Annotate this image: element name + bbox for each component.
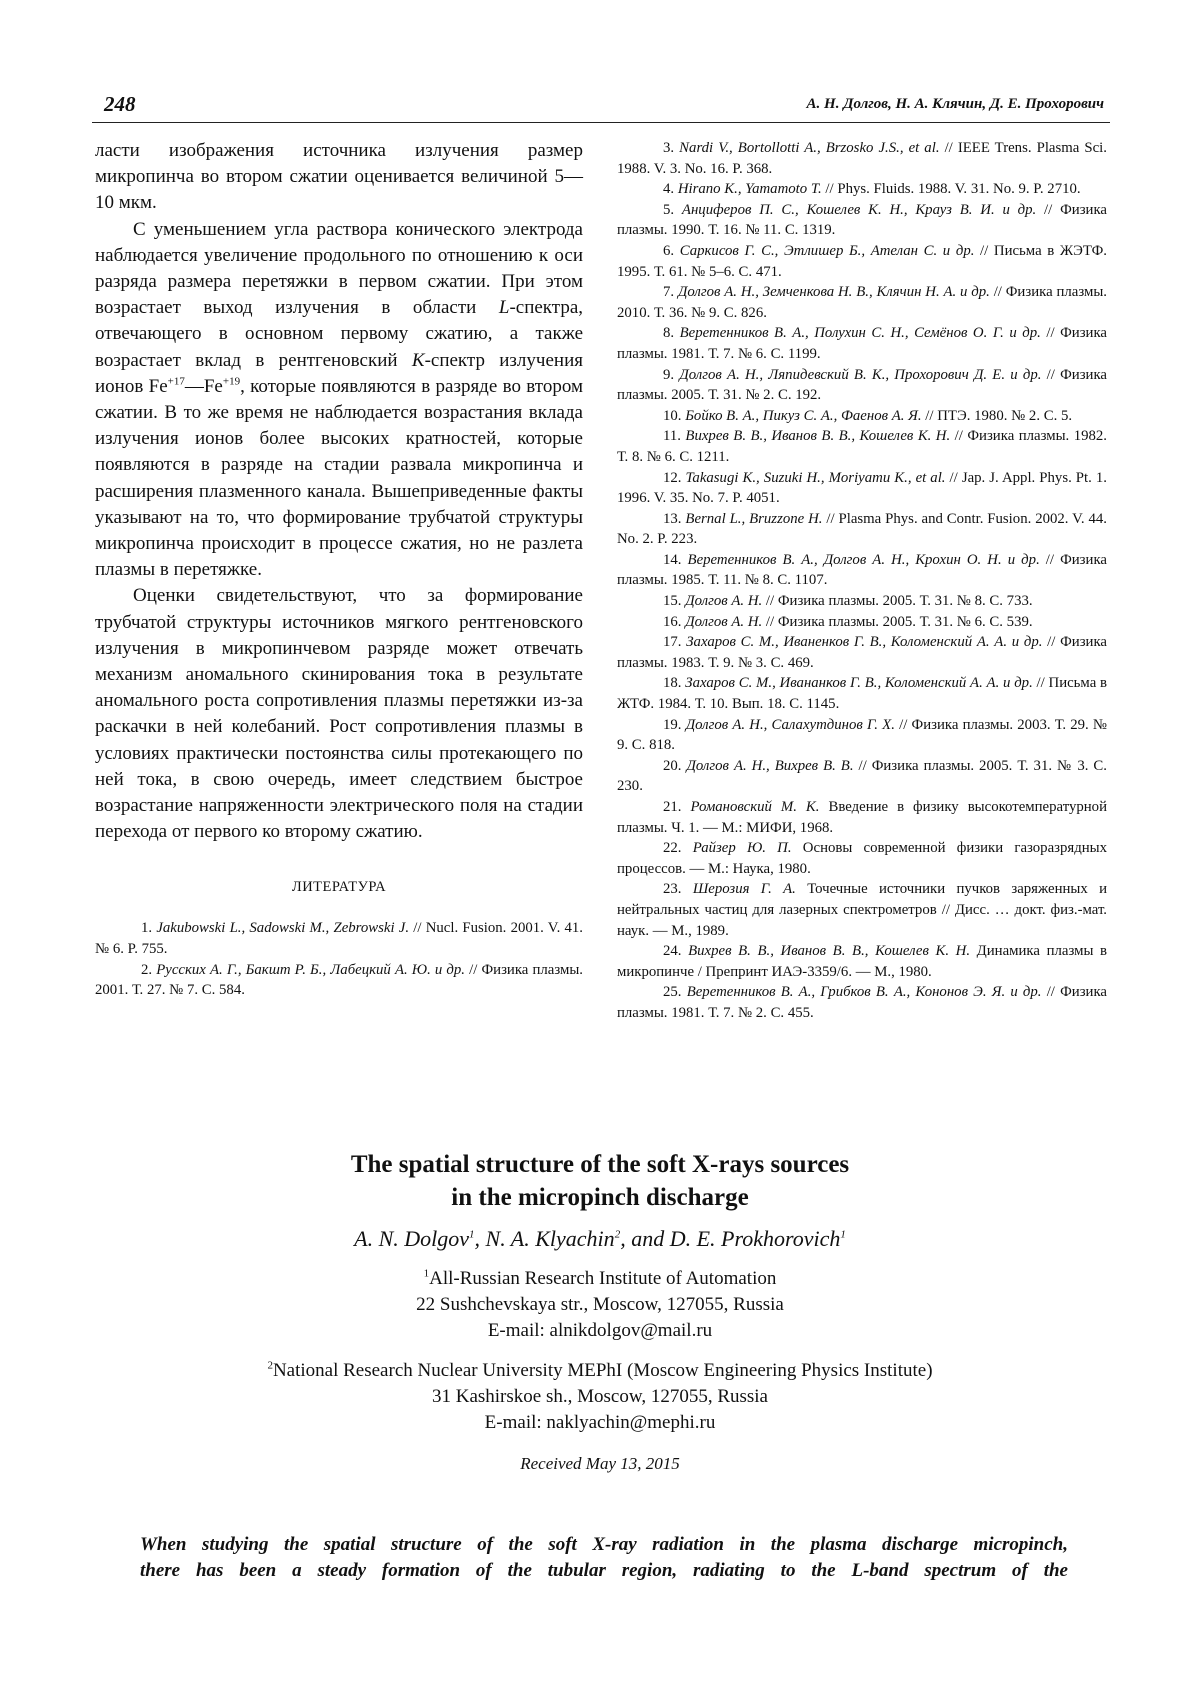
reference-details: // Физика плазмы. 2005. Т. 31. № 2. С. 192. bbox=[617, 366, 1108, 404]
reference-item bbox=[617, 756, 1107, 797]
reference-authors: Веретенников В. А., Долгов А. Н., Крохин О. Н. и др. bbox=[687, 551, 1040, 568]
reference-details: Введение в физику высокотемпературной плазмы. Ч. 1. — М.: МИФИ, 1968. bbox=[617, 799, 1108, 836]
reference-item bbox=[617, 426, 1107, 467]
para2-text-b: -спектра, отвечающего в основном первому сжатию, а также возрастает вклад в рентгеновский bbox=[95, 297, 583, 371]
reference-details: // ПТЭ. 1980. № 2. С. 5. bbox=[921, 407, 1073, 424]
reference-number: 1. bbox=[141, 920, 153, 937]
reference-number: 10. bbox=[663, 407, 682, 424]
reference-details: // IEEE Trens. Plasma Sci. 1988. V. 3. No. 16. P. 368. bbox=[617, 140, 1107, 177]
header-rule bbox=[92, 122, 1110, 123]
reference-authors: Бойко В. А., Пикуз С. А., Фаенов А. Я. bbox=[685, 407, 922, 424]
reference-authors: Вихрев В. В., Иванов В. В., Кошелев К. Н. bbox=[685, 428, 951, 445]
reference-number: 22. bbox=[663, 840, 682, 857]
reference-authors: Веретенников В. А., Грибков В. А., Кононов Э. Я. и др. bbox=[686, 984, 1042, 1001]
reference-details: // Физика плазмы. 2010. Т. 36. № 9. С. 826. bbox=[617, 284, 1107, 321]
affiliation-1-mark: 1 bbox=[423, 1267, 430, 1280]
reference-item bbox=[617, 715, 1107, 756]
reference-authors: Nardi V., Bortollotti A., Brzosko J.S., et al. bbox=[679, 140, 940, 156]
reference-number: 2. bbox=[141, 961, 153, 978]
abstract-line-2: there has been a steady formation of the tubular region, radiating to the L-band spectrum of the bbox=[140, 1560, 1068, 1581]
affiliation-2-mark: 2 bbox=[267, 1359, 273, 1372]
reference-authors: Романовский М. К. bbox=[690, 799, 820, 815]
affiliation-1-address: 22 Sushchevskaya str., Moscow, 127055, Russia bbox=[416, 1294, 784, 1315]
affiliation-1-email: E-mail: alnikdolgov@mail.ru bbox=[487, 1320, 713, 1341]
reference-number: 20. bbox=[663, 757, 682, 774]
reference-item bbox=[617, 509, 1107, 550]
reference-authors: Takasugi K., Suzuki H., Moriyamu K., et al. bbox=[685, 469, 946, 486]
reference-authors: Долгов А. Н., Земченкова Н. В., Клячин Н. А. и др. bbox=[677, 284, 990, 301]
reference-number: 5. bbox=[663, 201, 675, 218]
reference-item bbox=[617, 241, 1107, 282]
reference-authors: Русских А. Г., Бакшт Р. Б., Лабецкий А. Ю. и др. bbox=[156, 961, 465, 978]
reference-item bbox=[617, 591, 1107, 612]
reference-number: 23. bbox=[663, 881, 682, 898]
affiliation-1-name: All-Russian Research Institute of Automation bbox=[429, 1268, 777, 1289]
author-2-affiliation-mark: 2 bbox=[614, 1228, 621, 1241]
reference-item bbox=[617, 468, 1107, 509]
para2-l-symbol: L bbox=[498, 297, 510, 319]
para2-text-d: —Fe bbox=[184, 375, 223, 397]
reference-number: 18. bbox=[663, 675, 682, 692]
reference-item bbox=[617, 550, 1107, 591]
reference-details: // Физика плазмы. 2003. Т. 29. № 9. С. 818. bbox=[617, 716, 1107, 754]
para2-text-e: , которые появляются в разряде во втором сжатии. В то же время не наблюдается возрастания вклада излучения ионов более высоких кратностей, которые появляются в разряде на стадии развала микропинча и расширения плазменного канала. Вышеприведенные факты указывают на то, что формирование трубчатой структуры микропинча происходит в процессе сжатия, но не разлета плазмы в перетяжке. bbox=[95, 375, 583, 581]
reference-details: // Физика плазмы. 2005. Т. 31. № 6. С. 539. bbox=[762, 613, 1033, 630]
author-3: , and D. E. Prokhorovich bbox=[620, 1226, 841, 1251]
para2-superscript-2: +19 bbox=[222, 375, 241, 388]
body-paragraph-2 bbox=[95, 217, 583, 584]
reference-details: // Физика плазмы. 2005. Т. 31. № 8. С. 733. bbox=[762, 593, 1033, 610]
reference-item bbox=[617, 941, 1107, 982]
author-1-affiliation-mark: 1 bbox=[469, 1228, 475, 1241]
left-column bbox=[95, 138, 583, 1001]
reference-details: Динамика плазмы в микропинче / Препринт ИАЭ-3359/6. — М., 1980. bbox=[617, 943, 1107, 980]
reference-number: 15. bbox=[663, 593, 682, 610]
reference-details: // Физика плазмы. 1981. Т. 7. № 2. С. 455. bbox=[617, 984, 1108, 1021]
reference-details: // Физика плазмы. 1983. Т. 9. № 3. С. 469. bbox=[617, 634, 1107, 671]
reference-details: // Plasma Phys. and Contr. Fusion. 2002. V. 44. No. 2. P. 223. bbox=[617, 510, 1107, 548]
reference-list-left bbox=[95, 918, 583, 1000]
body-paragraph-1: ласти изображения источника излучения размер микропинча во втором сжатии оценивается величиной 5—10 мкм. bbox=[95, 140, 583, 214]
reference-item bbox=[617, 200, 1107, 241]
reference-authors: Hirano K., Yamamoto T. bbox=[677, 181, 822, 198]
reference-details: // Физика плазмы. 1990. Т. 16. № 11. С. 1319. bbox=[617, 201, 1107, 239]
reference-details: // Nucl. Fusion. 2001. V. 41. № 6. P. 755. bbox=[95, 920, 583, 958]
reference-item bbox=[617, 365, 1107, 406]
reference-authors: Шерозия Г. А. bbox=[692, 881, 796, 898]
reference-authors: Саркисов Г. С., Этлишер Б., Ателан С. и др. bbox=[679, 242, 975, 259]
author-2: , N. A. Klyachin bbox=[474, 1226, 615, 1251]
reference-authors: Захаров С. М., Ивананков Г. В., Коломенский А. А. и др. bbox=[685, 675, 1033, 692]
reference-authors: Долгов А. Н. bbox=[685, 613, 763, 630]
reference-item bbox=[617, 632, 1107, 673]
reference-number: 7. bbox=[663, 284, 675, 301]
reference-authors: Анциферов П. С., Кошелев К. Н., Крауз В. И. и др. bbox=[681, 201, 1037, 218]
reference-item bbox=[617, 138, 1107, 179]
affiliation-2-name: National Research Nuclear University MEPhI (Moscow Engineering Physics Institute) bbox=[272, 1360, 933, 1381]
reference-item bbox=[617, 673, 1107, 714]
reference-authors: Долгов А. Н., Ляпидевский В. К., Прохорович Д. Е. и др. bbox=[679, 366, 1042, 383]
reference-details: // Физика плазмы. 1981. Т. 7. № 6. С. 1199. bbox=[617, 325, 1107, 362]
running-head: А. Н. Долгов, Н. А. Клячин, Д. Е. Прохорович bbox=[806, 96, 1104, 112]
reference-item bbox=[95, 918, 583, 959]
reference-authors: Bernal L., Bruzzone H. bbox=[685, 510, 823, 527]
page-header bbox=[104, 92, 1104, 120]
english-title bbox=[0, 1148, 1200, 1214]
reference-details: Точечные источники пучков заряженных и нейтральных частиц для лазерных спектрометров // Дисс. … докт. физ.-мат. наук. — М., 1989. bbox=[617, 881, 1107, 939]
english-title-line-1: The spatial structure of the soft X-rays sources bbox=[350, 1151, 850, 1178]
reference-number: 19. bbox=[663, 716, 682, 733]
reference-authors: Захаров С. М., Иваненков Г. В., Коломенский А. А. и др. bbox=[686, 634, 1043, 651]
author-1: A. N. Dolgov bbox=[354, 1226, 470, 1251]
reference-authors: Долгов А. Н. bbox=[685, 593, 763, 610]
reference-number: 6. bbox=[663, 242, 675, 259]
reference-number: 12. bbox=[663, 469, 682, 486]
page-number: 248 bbox=[104, 92, 136, 116]
reference-authors: Долгов А. Н., Салахутдинов Г. Х. bbox=[685, 716, 895, 733]
body-paragraph-3: Оценки свидетельствуют, что за формирование трубчатой структуры источников мягкого рентгеновского излучения в микропинчевом разряде может отвечать механизм аномального скинирования тока в результате аномального роста сопротивления плазмы перетяжки из-за раскачки в ней колебаний. Рост сопротивления плазмы в условиях практически постоянства силы протекающего по ней тока, в свою очередь, имеет следствием быстрое возрастание напряженности электрического поля на стадии перехода от первого ко второму сжатию. bbox=[95, 585, 583, 843]
reference-number: 9. bbox=[663, 366, 675, 383]
reference-number: 4. bbox=[663, 181, 675, 198]
received-date: Received May 13, 2015 bbox=[520, 1454, 680, 1473]
reference-item bbox=[617, 982, 1107, 1023]
reference-item bbox=[617, 879, 1107, 941]
english-abstract-block bbox=[0, 1148, 1200, 1476]
reference-list-right bbox=[617, 138, 1107, 1024]
reference-details: // Физика плазмы. 2001. Т. 27. № 7. С. 584. bbox=[95, 961, 583, 999]
reference-item bbox=[617, 282, 1107, 323]
affiliation-2 bbox=[0, 1358, 1200, 1436]
para2-text-c: -спектр излучения ионов Fe bbox=[95, 349, 583, 397]
para2-k-symbol: K bbox=[411, 349, 425, 371]
reference-number: 11. bbox=[663, 428, 681, 445]
reference-authors: Веретенников В. А., Полухин С. Н., Семёнов О. Г. и др. bbox=[679, 325, 1041, 342]
reference-number: 3. bbox=[663, 140, 675, 156]
reference-details: // Письма в ЖТФ. 1984. Т. 10. Вып. 18. С. 1145. bbox=[617, 675, 1108, 713]
reference-number: 24. bbox=[663, 943, 682, 960]
reference-item bbox=[617, 612, 1107, 633]
author-3-affiliation-mark: 1 bbox=[840, 1228, 846, 1241]
affiliation-1 bbox=[0, 1266, 1200, 1344]
reference-details: // Jap. J. Appl. Phys. Pt. 1. 1996. V. 35. No. 7. P. 4051. bbox=[617, 469, 1107, 507]
literature-heading: ЛИТЕРАТУРА bbox=[291, 879, 387, 896]
reference-authors: Jakubowski L., Sadowski M., Zebrowski J. bbox=[156, 920, 410, 937]
reference-item bbox=[617, 838, 1107, 879]
right-column bbox=[617, 138, 1107, 1024]
reference-item bbox=[617, 323, 1107, 364]
reference-item bbox=[95, 960, 583, 1001]
abstract-line-1: When studying the spatial structure of the soft X-ray radiation in the plasma discharge micropinch, bbox=[140, 1534, 1068, 1555]
para2-superscript-1: +17 bbox=[167, 375, 185, 388]
affiliation-2-email: E-mail: naklyachin@mephi.ru bbox=[484, 1412, 716, 1433]
reference-number: 8. bbox=[663, 325, 675, 342]
reference-details: Основы современной физики газоразрядных процессов. — М.: Наука, 1980. bbox=[617, 840, 1107, 877]
reference-item bbox=[617, 406, 1107, 427]
reference-details: // Физика плазмы. 2005. Т. 31. № 3. С. 230. bbox=[617, 757, 1108, 795]
reference-item bbox=[617, 179, 1107, 200]
english-authors bbox=[0, 1224, 1200, 1254]
english-abstract bbox=[140, 1532, 1068, 1584]
reference-number: 14. bbox=[663, 551, 682, 568]
reference-details: // Физика плазмы. 1982. Т. 8. № 6. С. 1211. bbox=[617, 428, 1107, 465]
reference-details: // Физика плазмы. 1985. Т. 11. № 8. С. 1107. bbox=[617, 551, 1107, 589]
reference-details: // Письма в ЖЭТФ. 1995. Т. 61. № 5–6. С. 471. bbox=[617, 242, 1107, 280]
reference-number: 21. bbox=[663, 799, 682, 815]
affiliation-2-address: 31 Kashirskoe sh., Moscow, 127055, Russia bbox=[431, 1386, 768, 1407]
reference-authors: Долгов А. Н., Вихрев В. В. bbox=[686, 757, 854, 774]
reference-number: 17. bbox=[663, 634, 682, 651]
reference-number: 16. bbox=[663, 613, 682, 630]
reference-authors: Вихрев В. В., Иванов В. В., Кошелев К. Н. bbox=[688, 943, 971, 960]
reference-authors: Райзер Ю. П. bbox=[692, 840, 792, 857]
english-title-line-2: in the micropinch discharge bbox=[451, 1184, 749, 1211]
reference-item bbox=[617, 797, 1107, 838]
reference-details: // Phys. Fluids. 1988. V. 31. No. 9. P. 2710. bbox=[821, 181, 1081, 198]
reference-number: 13. bbox=[663, 510, 682, 527]
para2-text-a: С уменьшением угла раствора конического электрода наблюдается увеличение продольного по отношению к оси разряда размера перетяжки в первом сжатии. При этом возрастает выход излучения в области bbox=[95, 218, 583, 319]
reference-number: 25. bbox=[663, 984, 682, 1001]
